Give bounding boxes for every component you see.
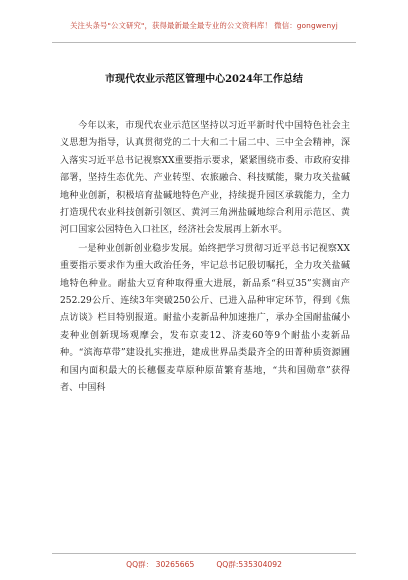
header-divider [52,42,356,43]
document-body [60,118,350,398]
paragraph-intro: 今年以来，市现代农业示范区坚持以习近平新时代中国特色社会主义思想为指导，认真贯彻党的二十大和二十届二中、三中全会精神，深入落实习近平总书记视察XX重要指示要求，紧紧围绕市委、市政府安排部署，坚持生态优先、产业转型、农旅融合、科技赋能，聚力攻关盐碱地种业创新，积极培育盐碱地特色产业，持续提升园区承载能力，全力打造现代农业科技创新引领区、黄河三角洲盐碱地综合利用示范区、黄河口国家公园特色入口社区，经济社会发展再上新水平。 [60,121,350,236]
footer-qq-group-2: QQ群:535304092 [216,560,282,569]
document-title: 市现代农业示范区管理中心2024年工作总结 [105,74,303,85]
paragraph-seed-industry: 一是种业创新创业稳步发展。始终把学习贯彻习近平总书记视察XX重要指示要求作为重大政治任务，牢记总书记殷切嘱托，全力攻关盐碱地特色种业。耐盐大豆育种取得重大进展，新品系“科豆35”实测亩产252.29公斤、连续3年突破250公斤、已进入品种审定环节，得到《焦点访谈》栏目特别报道。耐盐小麦新品种加速推广，承办全国耐盐碱小麦种业创新现场观摩会，发布京麦12、济麦60等9个耐盐小麦新品种。“滨海草带”建设扎实推进，建成世界品类最齐全的田菁种质资源圃和国内面积最大的长穗偃麦草原种原苗繁育基地，“共和国勋章”获得者、中国科 [60,243,350,394]
footer-qq-group-1: QQ群： 30265665 [126,560,195,569]
footer-divider [52,553,356,554]
footer [0,559,408,570]
header-banner: 关注头条号"公文研究"，获得最新最全最专业的公文资料库！ 微信：gongwenyj [70,21,338,30]
